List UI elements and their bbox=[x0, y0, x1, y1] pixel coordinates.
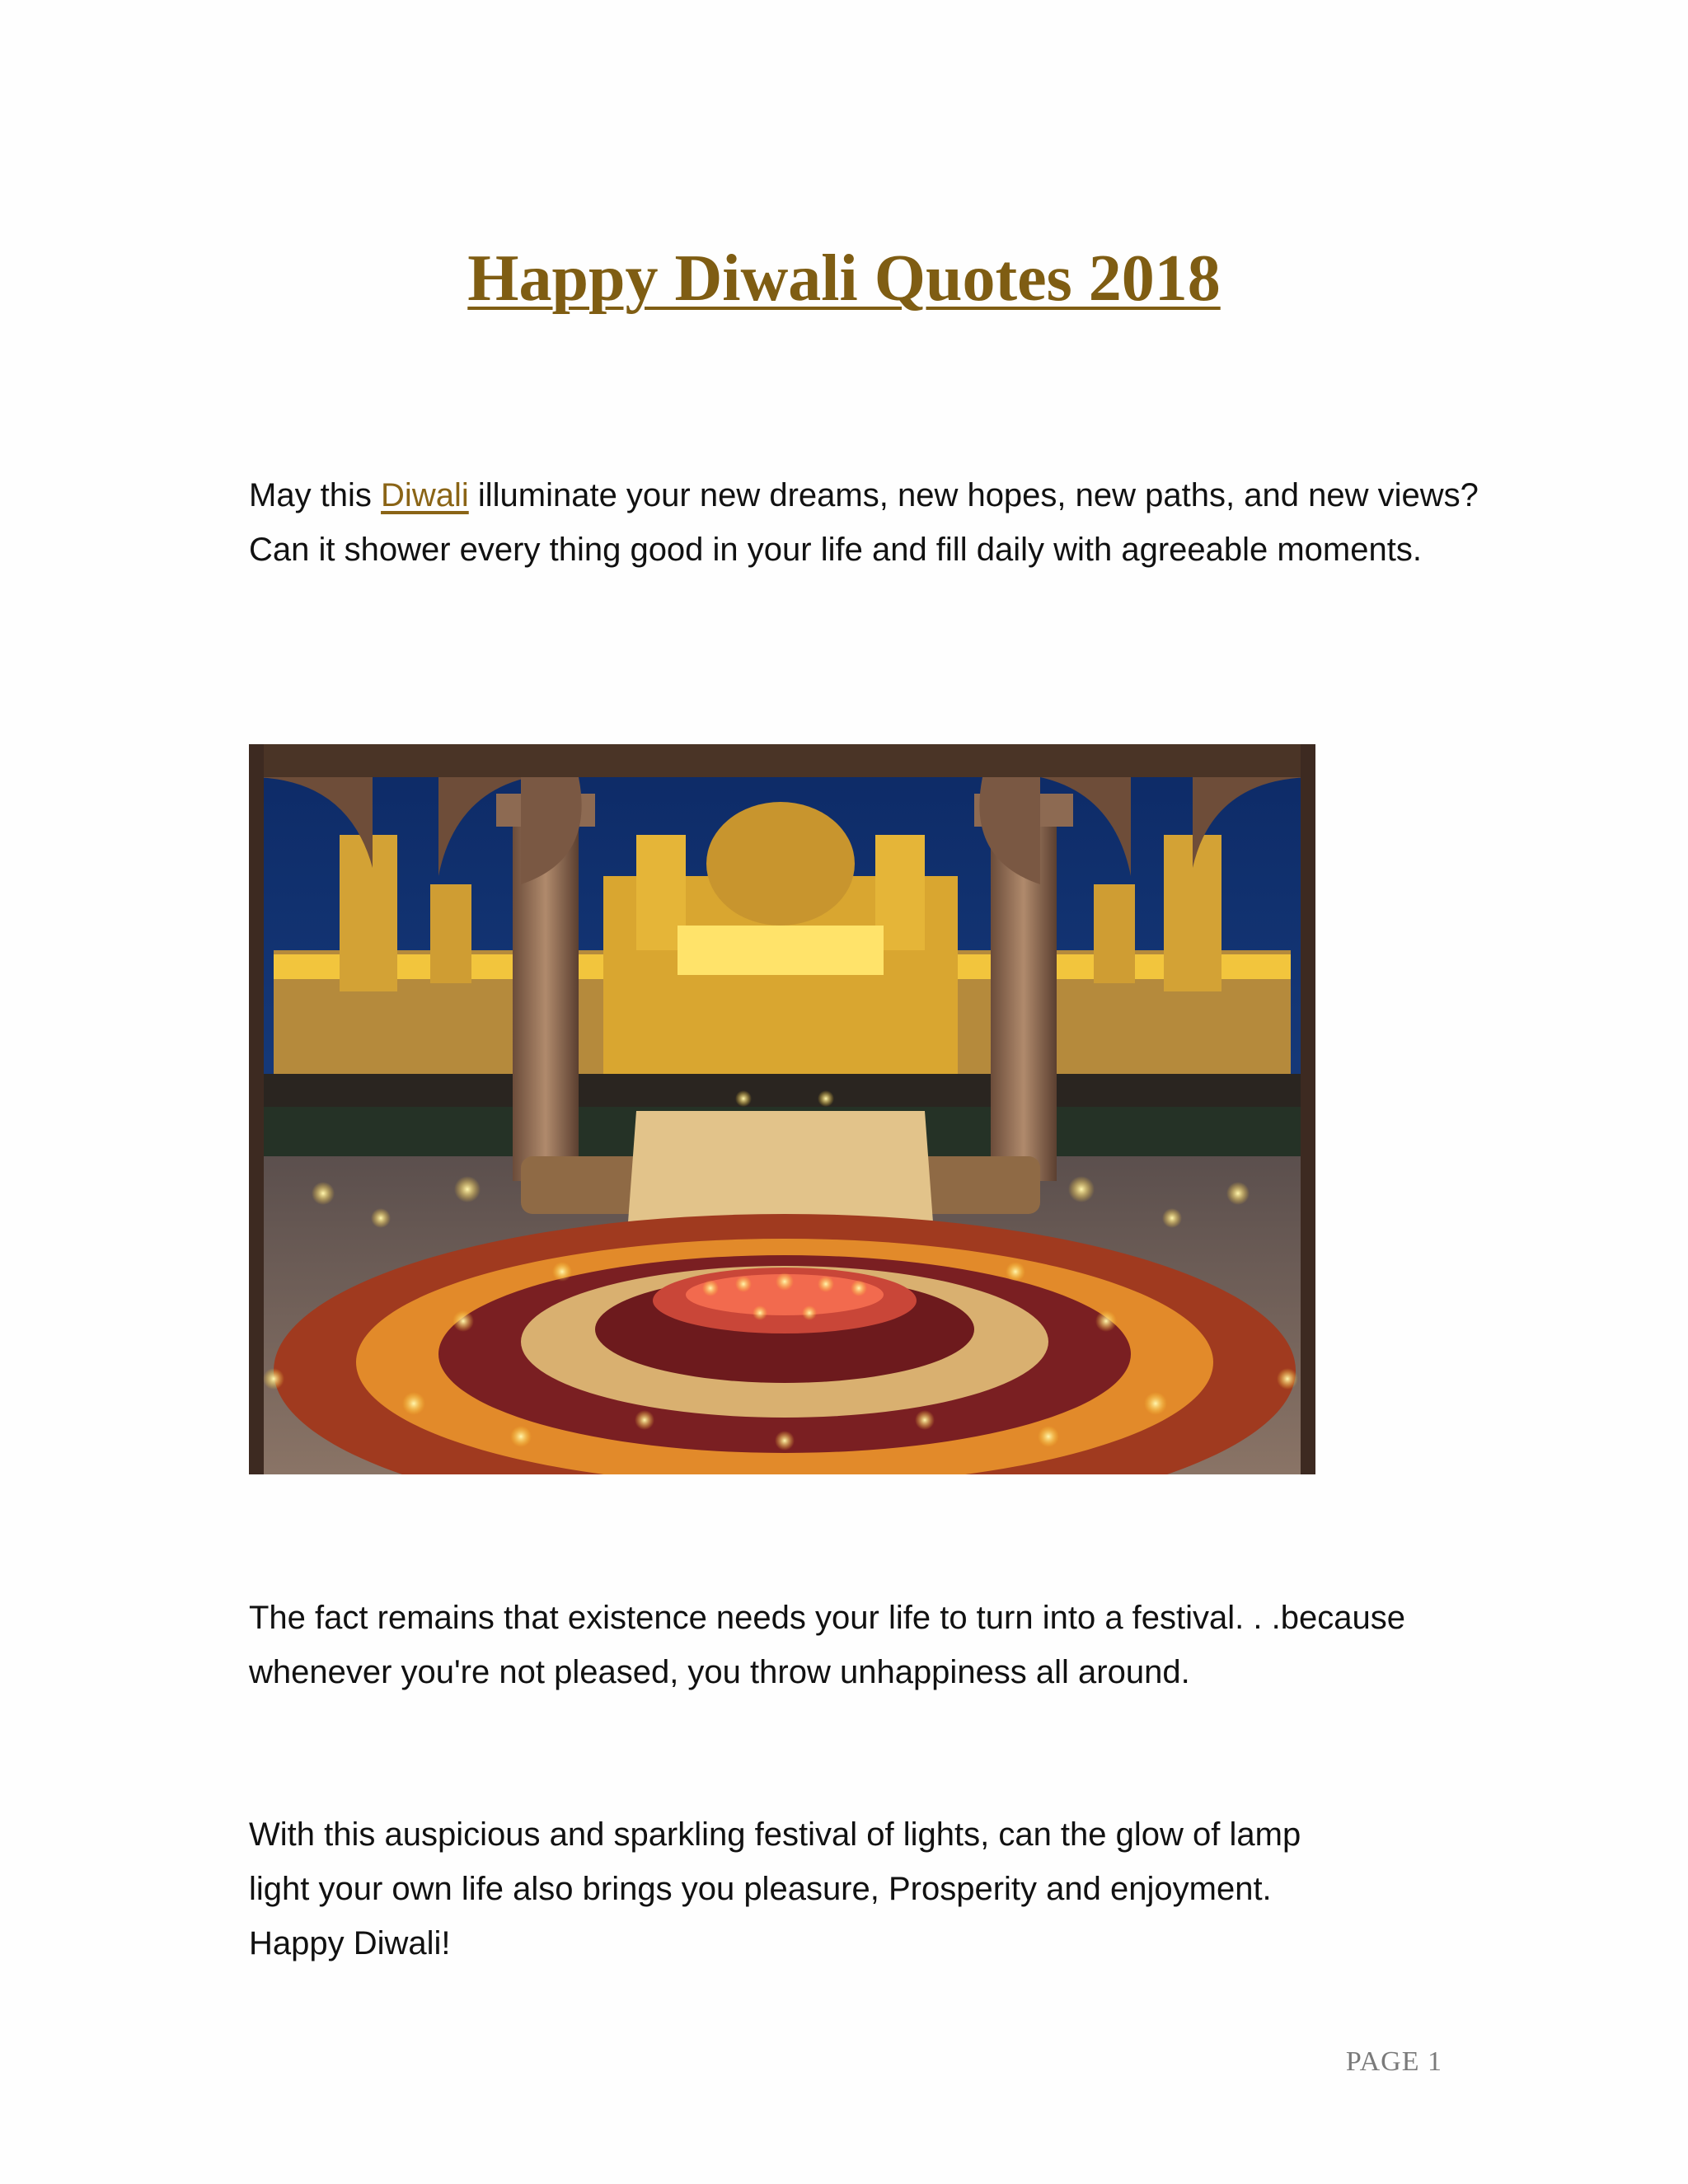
page-number: PAGE 1 bbox=[1345, 2046, 1442, 2077]
diwali-link[interactable]: Diwali bbox=[381, 477, 469, 513]
paragraph-wishes bbox=[249, 1807, 1485, 1971]
wishes-line-3: Happy Diwali! bbox=[249, 1925, 451, 1961]
page-title bbox=[0, 237, 1688, 320]
paragraph-festival: The fact remains that existence needs your life to turn into a festival. . .because whenever you're not pleased, you throw unhappiness all around. bbox=[249, 1600, 1405, 1690]
intro-text-before: May this bbox=[249, 477, 382, 513]
wishes-line-2: light your own life also brings you pleasure, Prosperity and enjoyment. bbox=[249, 1871, 1272, 1907]
paragraph-intro bbox=[249, 468, 1485, 577]
title-link[interactable]: Happy Diwali Quotes 2018 bbox=[467, 242, 1221, 315]
wishes-line-1: With this auspicious and sparkling festival of lights, can the glow of lamp bbox=[249, 1816, 1301, 1853]
intro-text-after: illuminate your new dreams, new hopes, new paths, and new views? Can it shower every thing good in your life and fill daily with agreeable moments. bbox=[249, 477, 1479, 568]
diwali-palace-photo bbox=[249, 744, 1315, 1474]
